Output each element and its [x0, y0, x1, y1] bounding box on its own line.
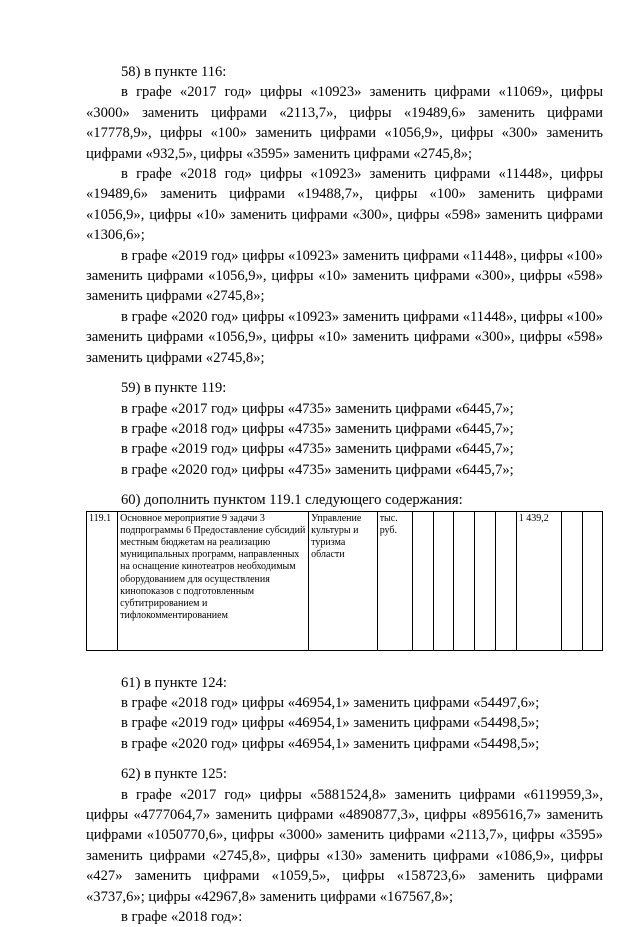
item-60-heading: 60) дополнить пунктом 119.1 следующего содержания: — [121, 492, 463, 509]
item-59-2017-text: в графе «2017 год» цифры «4735» заменить цифрами «6445,7»; — [121, 400, 514, 417]
table-cell-empty — [475, 511, 496, 650]
inserted-table — [86, 511, 603, 651]
item-58-heading: 58) в пункте 116: — [121, 64, 227, 80]
item-59-heading: 59) в пункте 119: — [121, 380, 227, 397]
item-59-2019-text: в графе «2019 год» цифры «4735» заменить цифрами «6445,7»; — [121, 441, 514, 458]
table-cell-empty — [433, 511, 454, 650]
item-61-2019-text: в графе «2019 год» цифры «46954,1» заменить цифрами «54498,5»; — [121, 715, 540, 732]
item-59-2018-text: в графе «2018 год» цифры «4735» заменить цифрами «6445,7»; — [121, 420, 514, 437]
table-cell-executor: Управление культуры и туризма области — [309, 511, 378, 650]
item-61-2018-text: в графе «2018 год» цифры «46954,1» заменить цифрами «54497,6»; — [121, 694, 540, 711]
table-cell-empty — [454, 511, 475, 650]
item-59-2020-text: в графе «2020 год» цифры «4735» заменить цифрами «6445,7»; — [121, 461, 514, 478]
table-cell-number: 119.1 — [87, 511, 118, 650]
table-cell-empty — [495, 511, 516, 650]
table-cell-empty — [562, 511, 583, 650]
item-62-heading: 62) в пункте 125: — [121, 766, 227, 783]
table-cell-value: 1 439,2 — [516, 511, 562, 650]
item-62-2017-text: в графе «2017 год» цифры «5881524,8» заменить цифрами «6119959,3», цифры «4777064,7» заменить цифрами «4890877,3», цифры «895616,7» заменить цифрами «1050770,6», цифры «3000» заменить цифрами «2113,7», цифры «3595» заменить цифрами «2745,8», цифры «130» заменить цифрами «1086,9», цифры «427» заменить цифрами «1059,5», цифры «158723,6» заменить цифрами «3737,6»; цифры «42967,8» заменить цифрами «167567,8»; — [86, 786, 603, 905]
table-cell-empty — [412, 511, 433, 650]
item-61-heading: 61) в пункте 124: — [121, 674, 227, 691]
item-62-2018-heading: в графе «2018 год»: — [121, 909, 243, 925]
table-cell-description: Основное мероприятие 9 задачи 3 подпрограммы 6 Предоставление субсидий местным бюджетам на реализацию муниципальных программ, направленных на оснащение кинотеатров необходимым оборудованием для осуществления кинопоказов с подготовленным субтитрированием и тифлокомментированием — [118, 511, 309, 650]
document-content — [86, 62, 603, 927]
table-row — [87, 511, 603, 650]
item-58-2019-text: в графе «2019 год» цифры «10923» заменить цифрами «11448», цифры «100» заменить цифрами «1056,9», цифры «10» заменить цифрами «300», цифры «598» заменить цифрами «2745,8»; — [86, 247, 603, 305]
item-61-2020-text: в графе «2020 год» цифры «46954,1» заменить цифрами «54498,5»; — [121, 735, 540, 752]
table-cell-empty — [583, 511, 603, 650]
item-58-2018-text: в графе «2018 год» цифры «10923» заменить цифрами «11448», цифры «19489,6» заменить цифрами «19488,7», цифры «100» заменить цифрами «1056,9», цифры «10» заменить цифрами «300», цифры «598» заменить цифрами «1306,6»; — [86, 166, 603, 244]
item-58-2017-text: в графе «2017 год» цифры «10923» заменить цифрами «11069», цифры «3000» заменить цифрами «2113,7», цифры «19489,6» заменить цифрами «17778,9», цифры «100» заменить цифрами «1056,9», цифры «300» заменить цифрами «932,5», цифры «3595» заменить цифрами «2745,8»; — [86, 84, 603, 162]
table-cell-unit: тыс. руб. — [377, 511, 412, 650]
item-58-2020-text: в графе «2020 год» цифры «10923» заменить цифрами «11448», цифры «100» заменить цифрами «1056,9», цифры «10» заменить цифрами «300», цифры «598» заменить цифрами «2745,8»; — [86, 308, 603, 366]
